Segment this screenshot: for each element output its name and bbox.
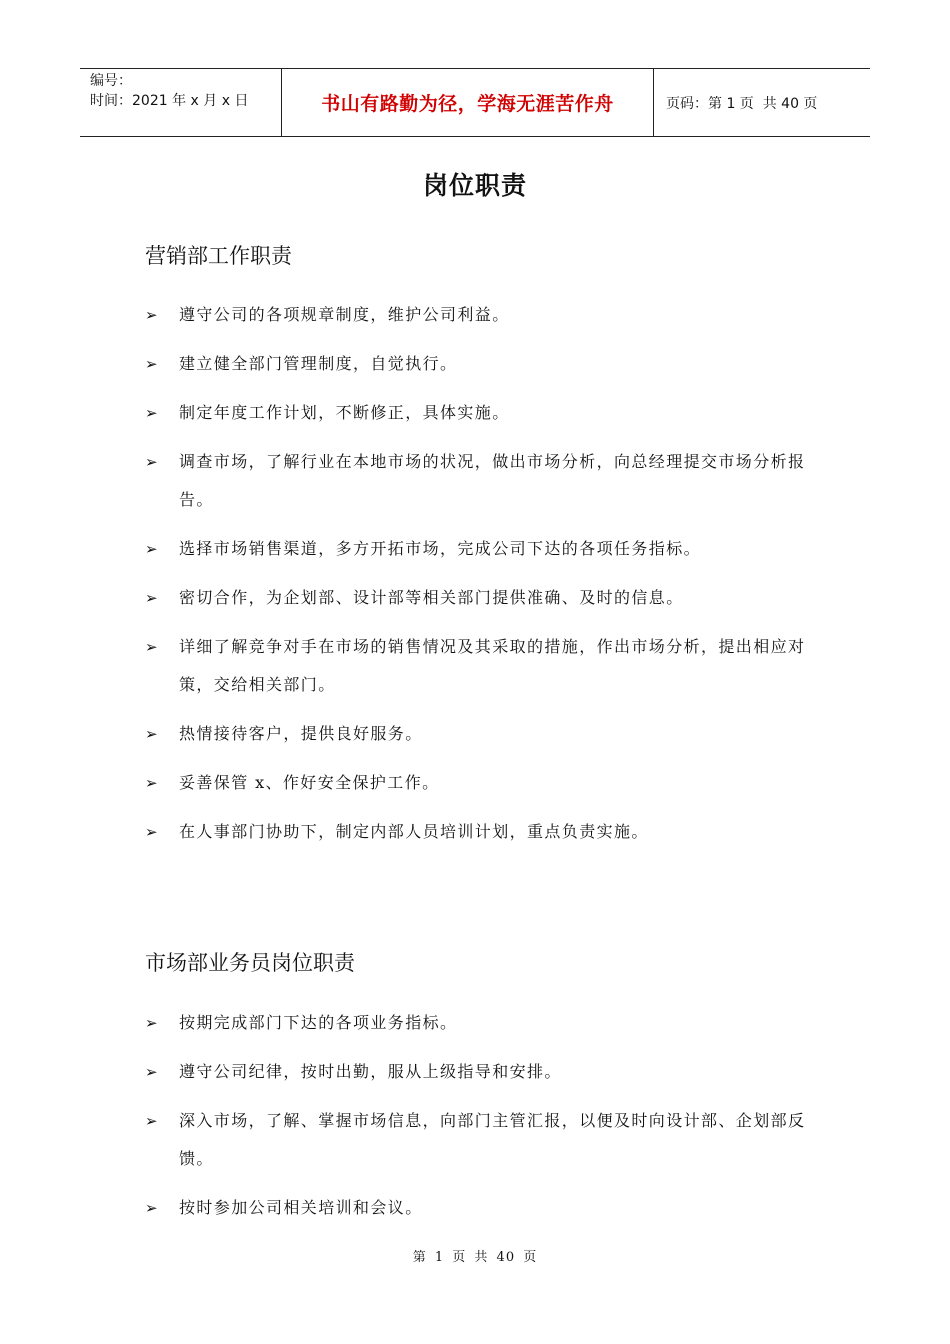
list-item: ➢ 遵守公司的各项规章制度，维护公司利益。 (145, 296, 810, 334)
list-item: ➢ 在人事部门协助下，制定内部人员培训计划，重点负责实施。 (145, 813, 810, 851)
arrowhead-bullet-icon: ➢ (145, 453, 159, 471)
document-date: 时间：2021 年 x 月 x 日 (90, 93, 249, 109)
list-item: ➢ 密切合作，为企划部、设计部等相关部门提供准确、及时的信息。 (145, 579, 810, 617)
arrowhead-bullet-icon: ➢ (145, 1199, 159, 1217)
arrowhead-bullet-icon: ➢ (145, 638, 159, 656)
header-meta (80, 69, 282, 136)
header-motto: 书山有路勤为径，学海无涯苦作舟 (282, 69, 654, 136)
header-page-info (654, 69, 870, 136)
section-heading-marketing: 营销部工作职责 (145, 244, 292, 268)
arrowhead-bullet-icon: ➢ (145, 306, 159, 324)
arrowhead-bullet-icon: ➢ (145, 1112, 159, 1130)
sales-rep-duties-list (145, 1004, 810, 1238)
arrowhead-bullet-icon: ➢ (145, 1014, 159, 1032)
section-heading-sales-rep: 市场部业务员岗位职责 (145, 951, 355, 975)
document-number-label: 编号： (90, 73, 132, 89)
list-item: ➢ 深入市场，了解、掌握市场信息，向部门主管汇报，以便及时向设计部、企划部反馈。 (145, 1102, 810, 1178)
page-title: 岗位职责 (422, 171, 527, 200)
arrowhead-bullet-icon: ➢ (145, 404, 159, 422)
arrowhead-bullet-icon: ➢ (145, 774, 159, 792)
arrowhead-bullet-icon: ➢ (145, 589, 159, 607)
list-item: ➢ 选择市场销售渠道，多方开拓市场，完成公司下达的各项任务指标。 (145, 530, 810, 568)
document-header (80, 68, 870, 137)
page-footer: 第 1 页 共 40 页 (412, 1250, 538, 1265)
arrowhead-bullet-icon: ➢ (145, 540, 159, 558)
page-info-text: 页码：第 1 页 共 40 页 (666, 95, 818, 112)
list-item: ➢ 遵守公司纪律，按时出勤，服从上级指导和安排。 (145, 1053, 810, 1091)
list-item: ➢ 按期完成部门下达的各项业务指标。 (145, 1004, 810, 1042)
arrowhead-bullet-icon: ➢ (145, 1063, 159, 1081)
list-item: ➢ 热情接待客户，提供良好服务。 (145, 715, 810, 753)
list-item: ➢ 妥善保管 x、作好安全保护工作。 (145, 764, 810, 802)
list-item: ➢ 制定年度工作计划，不断修正，具体实施。 (145, 394, 810, 432)
marketing-duties-list (145, 296, 810, 862)
arrowhead-bullet-icon: ➢ (145, 355, 159, 373)
list-item: ➢ 详细了解竞争对手在市场的销售情况及其采取的措施，作出市场分析，提出相应对策，交给相关部门。 (145, 628, 810, 704)
list-item: ➢ 调查市场，了解行业在本地市场的状况，做出市场分析，向总经理提交市场分析报告。 (145, 443, 810, 519)
list-item: ➢ 按时参加公司相关培训和会议。 (145, 1189, 810, 1227)
list-item: ➢ 建立健全部门管理制度，自觉执行。 (145, 345, 810, 383)
arrowhead-bullet-icon: ➢ (145, 725, 159, 743)
arrowhead-bullet-icon: ➢ (145, 823, 159, 841)
